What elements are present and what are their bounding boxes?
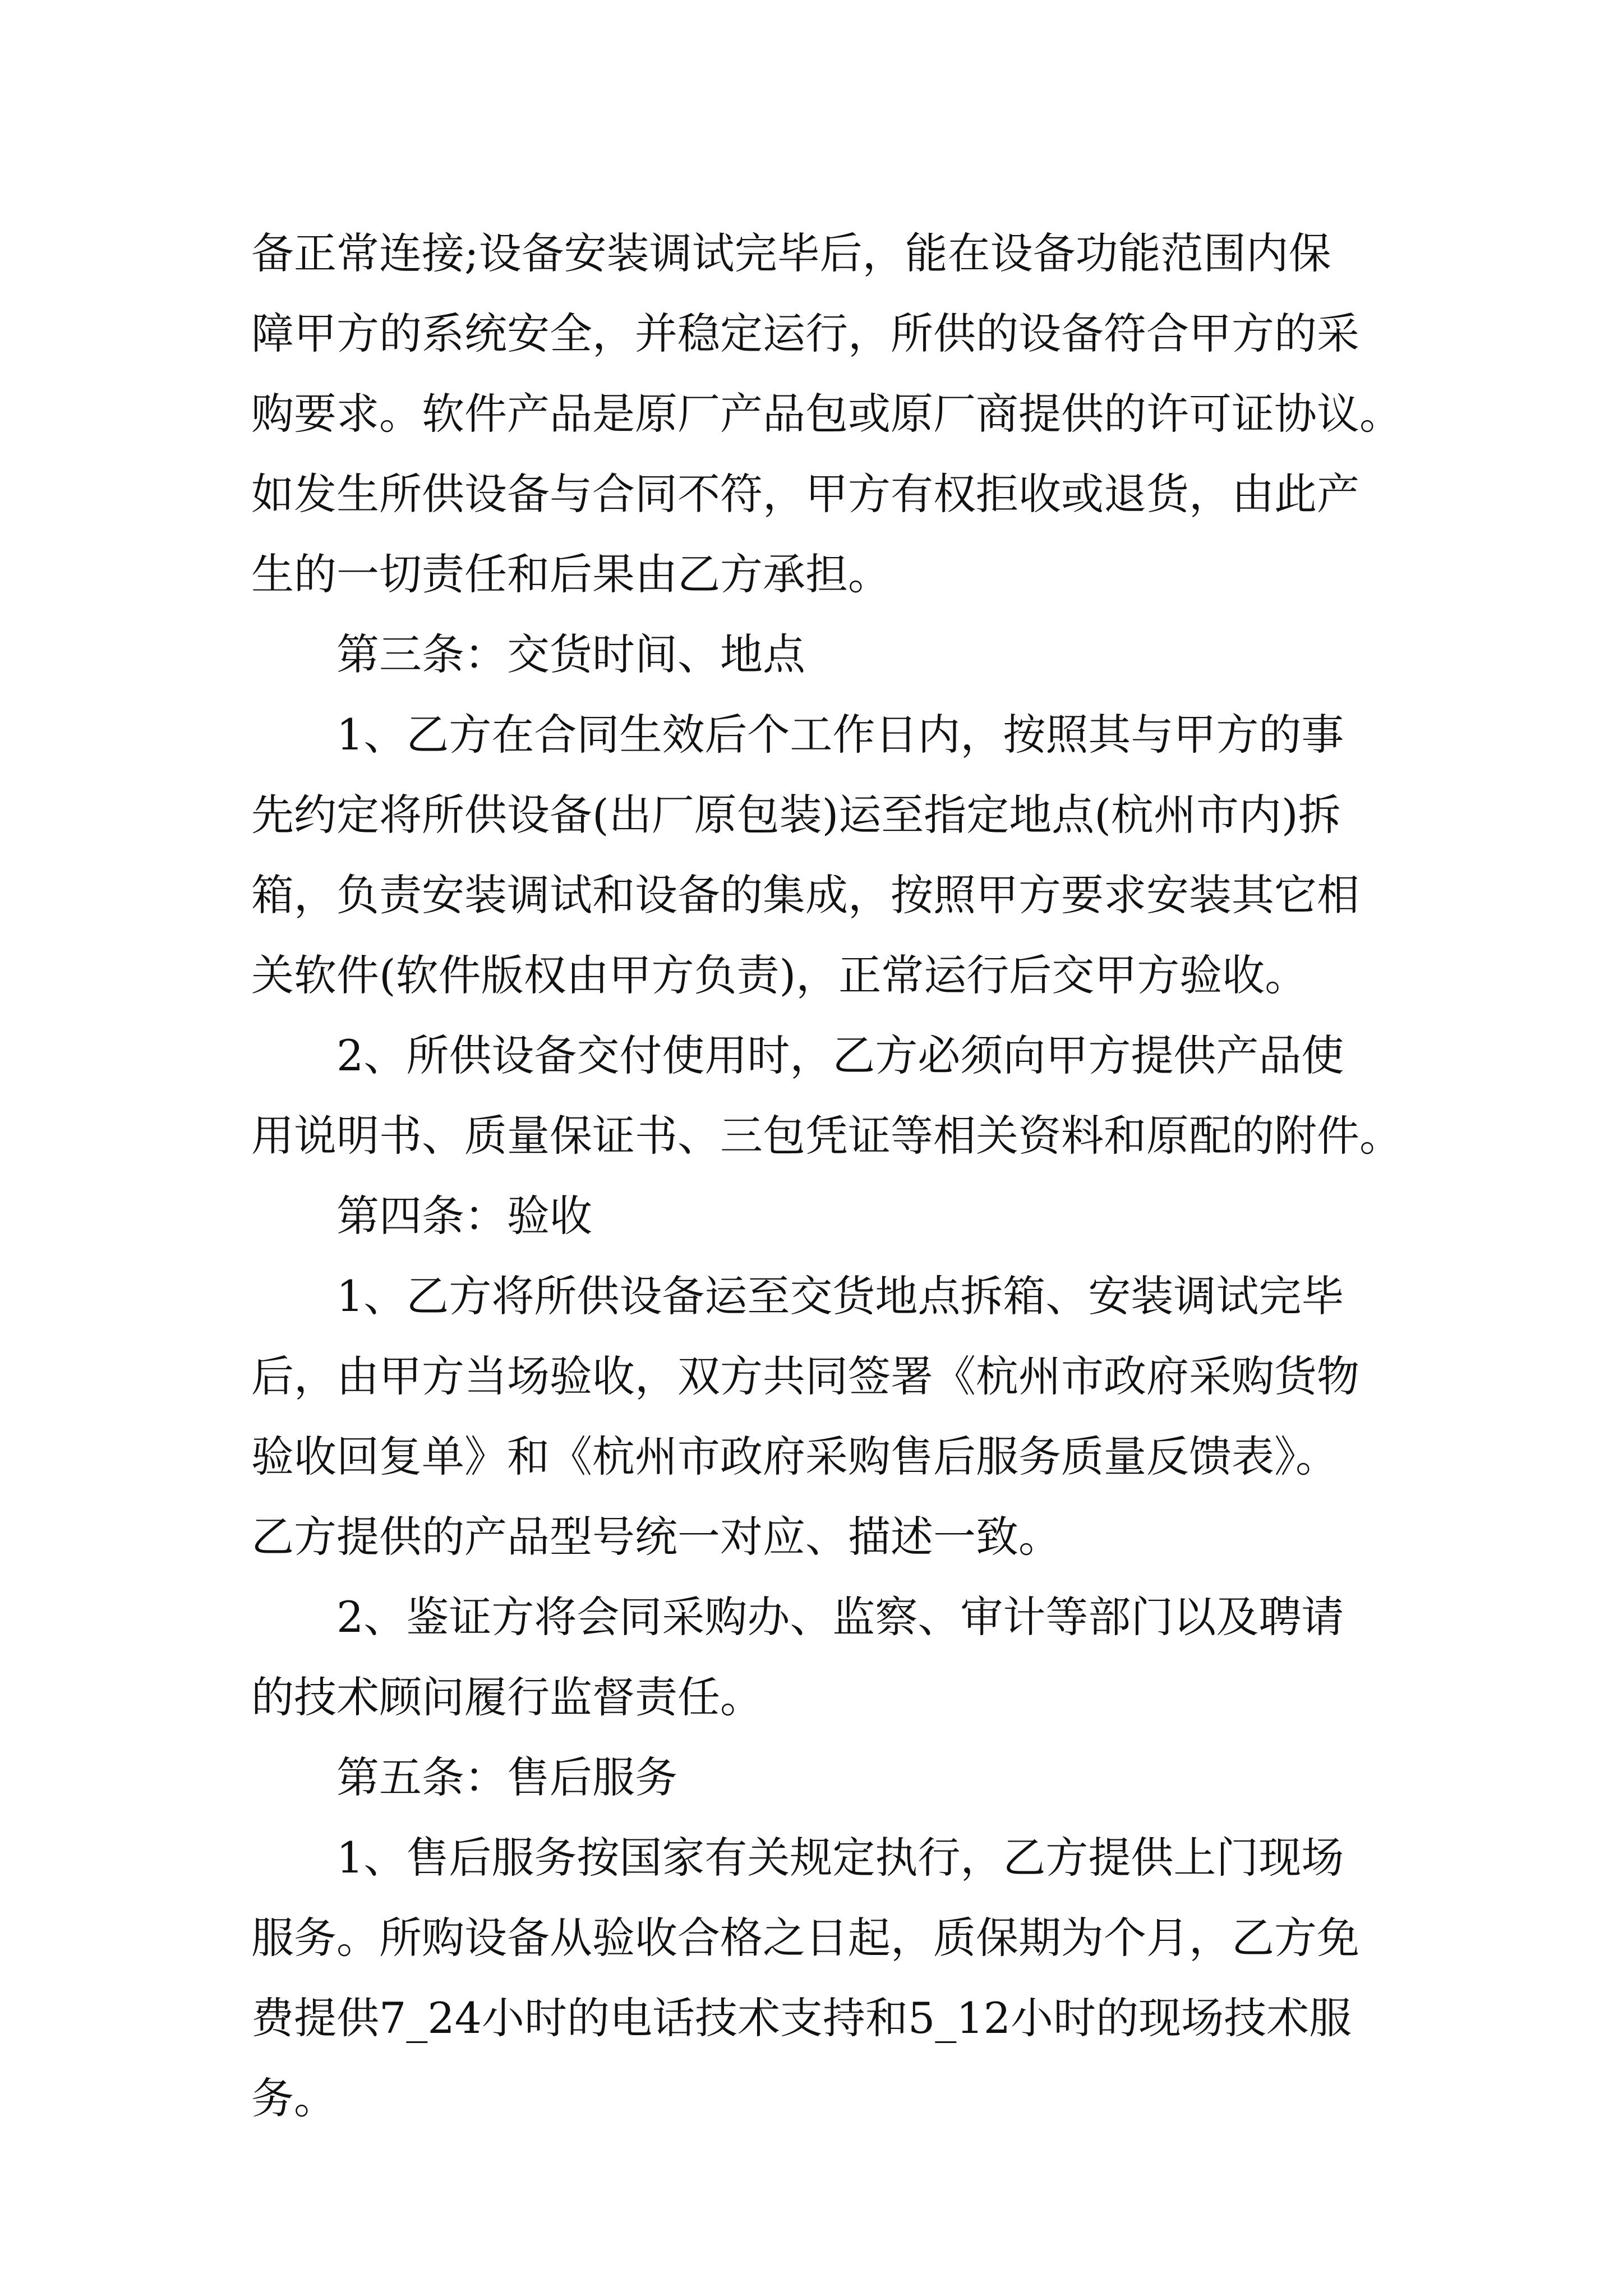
text-line: 后，由甲方当场验收，双方共同签署《杭州市政府采购货物 xyxy=(251,1351,1359,1401)
text-line: 生的一切责任和后果由乙方承担。 xyxy=(251,549,891,599)
text-line: 2、所供设备交付使用时，乙方必须向甲方提供产品使 xyxy=(336,1030,1344,1080)
section-heading: 第五条：售后服务 xyxy=(336,1752,677,1802)
section-heading: 第三条：交货时间、地点 xyxy=(336,629,805,679)
text-line: 如发生所供设备与合同不符，甲方有权拒收或退货，由此产 xyxy=(251,469,1359,519)
text-line: 先约定将所供设备(出厂原包装)运至指定地点(杭州市内)拆 xyxy=(251,790,1341,840)
text-line: 费提供7_24小时的电话技术支持和5_12小时的现场技术服 xyxy=(251,1993,1352,2043)
text-line: 务。 xyxy=(251,2073,336,2123)
text-line: 箱，负责安装调试和设备的集成，按照甲方要求安装其它相 xyxy=(251,870,1359,920)
text-line: 验收回复单》和《杭州市政府采购售后服务质量反馈表》。 xyxy=(251,1432,1338,1481)
text-line: 服务。所购设备从验收合格之日起，质保期为个月，乙方免 xyxy=(251,1913,1359,1963)
text-line: 1、售后服务按国家有关规定执行，乙方提供上门现场 xyxy=(336,1833,1344,1883)
text-line: 用说明书、质量保证书、三包凭证等相关资料和原配的附件。 xyxy=(251,1111,1402,1161)
document-body xyxy=(251,213,1440,2138)
text-line: 备正常连接;设备安装调试完毕后，能在设备功能范围内保 xyxy=(251,228,1331,278)
text-line: 2、鉴证方将会同采购办、监察、审计等部门以及聘请 xyxy=(336,1592,1344,1642)
text-line: 关软件(软件版权由甲方负责)，正常运行后交甲方验收。 xyxy=(251,950,1308,1000)
text-line: 1、乙方在合同生效后个工作日内，按照其与甲方的事 xyxy=(336,710,1344,760)
text-line: 购要求。软件产品是原厂产品包或原厂商提供的许可证协议。 xyxy=(251,389,1402,439)
text-line: 障甲方的系统安全，并稳定运行，所供的设备符合甲方的采 xyxy=(251,309,1359,358)
text-line: 乙方提供的产品型号统一对应、描述一致。 xyxy=(251,1512,1061,1562)
text-line: 的技术顾问履行监督责任。 xyxy=(251,1672,763,1722)
text-line: 1、乙方将所供设备运至交货地点拆箱、安装调试完毕 xyxy=(336,1271,1344,1321)
section-heading: 第四条：验收 xyxy=(336,1191,592,1241)
